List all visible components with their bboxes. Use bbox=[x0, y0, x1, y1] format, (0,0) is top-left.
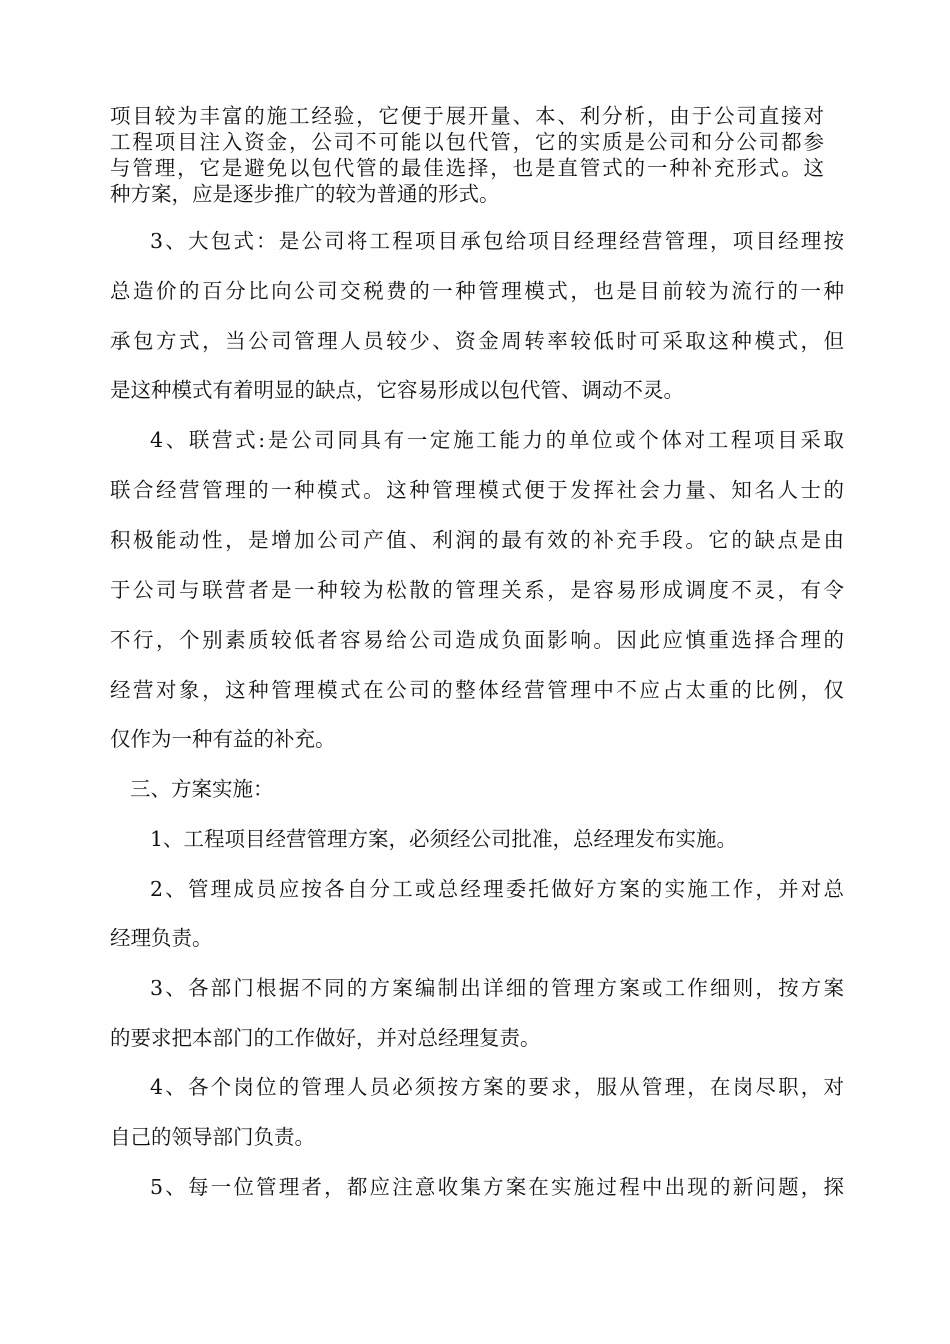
lianying-line-1: 4、联营式:是公司同具有一定施工能力的单位或个体对工程项目采取 bbox=[150, 428, 844, 452]
intro-line-1: 项目较为丰富的施工经验，它便于展开量、本、利分析，由于公司直接对 bbox=[110, 104, 824, 128]
dabao-line-1: 3、大包式：是公司将工程项目承包给项目经理经营管理，项目经理按 bbox=[150, 229, 844, 253]
dabao-line-3: 承包方式，当公司管理人员较少、资金周转率较低时可采取这种模式，但 bbox=[110, 329, 844, 353]
lianying-line-6: 经营对象，这种管理模式在公司的整体经营管理中不应占太重的比例，仅 bbox=[110, 678, 844, 702]
intro-line-4: 种方案，应是逐步推广的较为普通的形式。 bbox=[110, 182, 500, 206]
intro-line-2: 工程项目注入资金，公司不可能以包代管，它的实质是公司和分公司都参 bbox=[110, 130, 824, 154]
lianying-line-7: 仅作为一种有益的补充。 bbox=[110, 727, 336, 751]
dabao-line-4: 是这种模式有着明显的缺点，它容易形成以包代管、调动不灵。 bbox=[110, 378, 684, 402]
lianying-line-2: 联合经营管理的一种模式。这种管理模式便于发挥社会力量、知名人士的 bbox=[110, 478, 844, 502]
section-heading: 三、方案实施： bbox=[130, 777, 274, 801]
dabao-line-2: 总造价的百分比向公司交税费的一种管理模式，也是目前较为流行的一种 bbox=[110, 279, 844, 303]
item3-line-1: 3、各部门根据不同的方案编制出详细的管理方案或工作细则，按方案 bbox=[150, 976, 844, 1000]
item2-line-2: 经理负责。 bbox=[110, 926, 213, 950]
lianying-line-5: 不行，个别素质较低者容易给公司造成负面影响。因此应慎重选择合理的 bbox=[110, 628, 844, 652]
item4-line-2: 自己的领导部门负责。 bbox=[110, 1125, 315, 1149]
item2-line-1: 2、管理成员应按各自分工或总经理委托做好方案的实施工作，并对总 bbox=[150, 877, 844, 901]
item5-line-1: 5、每一位管理者，都应注意收集方案在实施过程中出现的新问题，探 bbox=[150, 1175, 844, 1199]
item4-line-1: 4、各个岗位的管理人员必须按方案的要求，服从管理，在岗尽职，对 bbox=[150, 1075, 844, 1099]
item1-line-1: 1、工程项目经营管理方案，必须经公司批准，总经理发布实施。 bbox=[150, 827, 738, 851]
intro-line-3: 与管理，它是避免以包代管的最佳选择，也是直管式的一种补充形式。这 bbox=[110, 156, 824, 180]
lianying-line-4: 于公司与联营者是一种较为松散的管理关系，是容易形成调度不灵，有令 bbox=[110, 578, 844, 602]
item3-line-2: 的要求把本部门的工作做好，并对总经理复责。 bbox=[110, 1026, 541, 1050]
lianying-line-3: 积极能动性，是增加公司产值、利润的最有效的补充手段。它的缺点是由 bbox=[110, 528, 844, 552]
